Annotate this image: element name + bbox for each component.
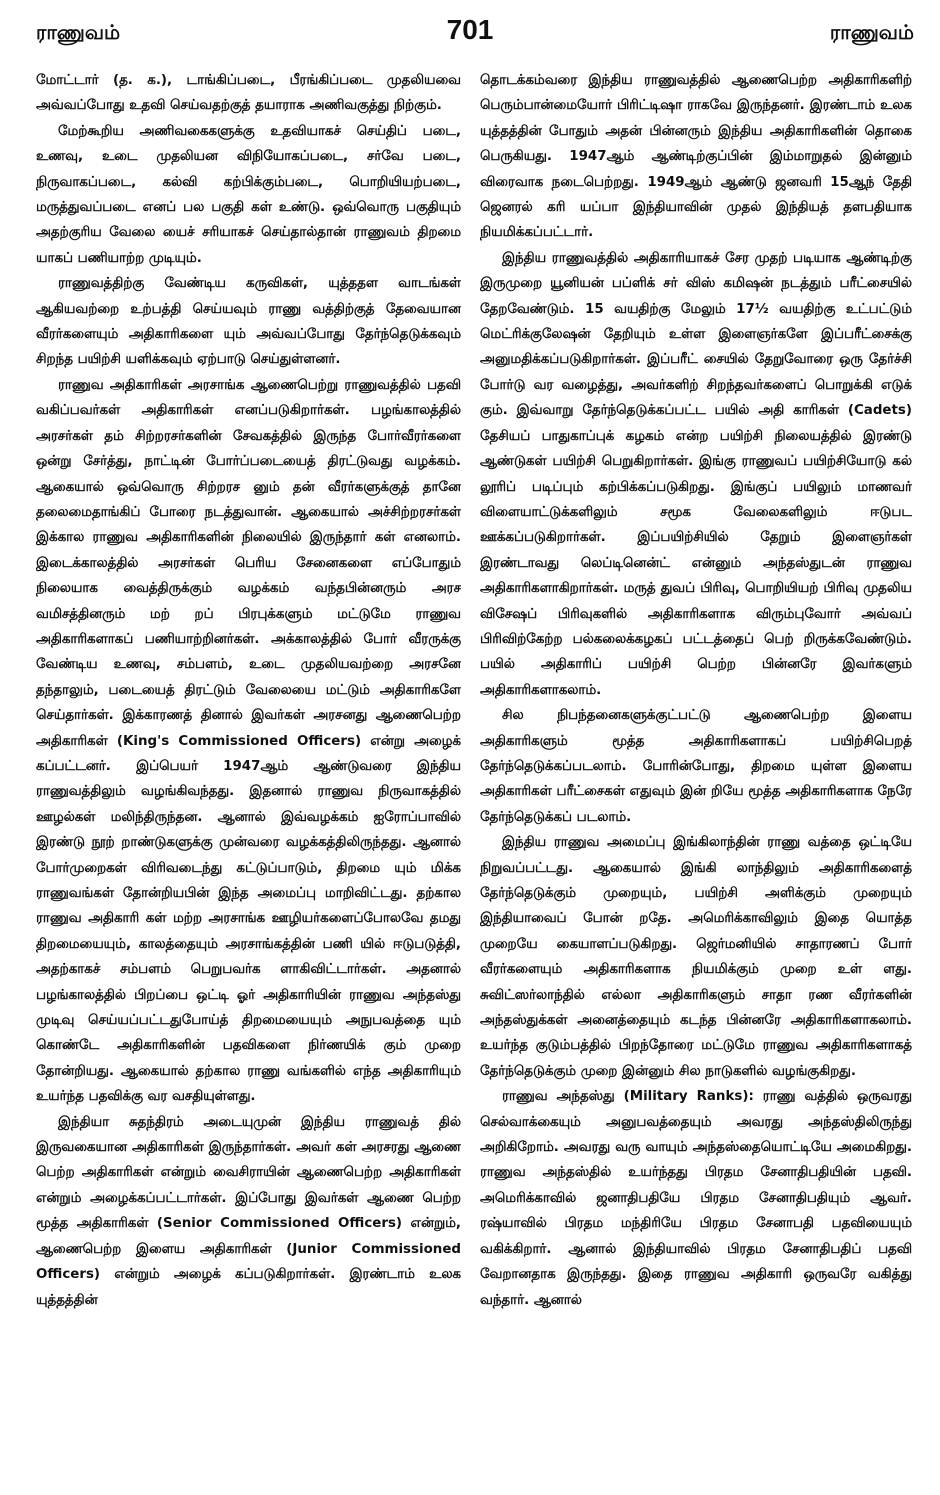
paragraph: ராணுவத்திற்கு வேண்டிய கருவிகள், யுத்ததள வாடங்கள் ஆகியவற்றை உற்பத்தி செய்யவும் ராணு வத்திற்குத் தேவையான வீரர்களையும் அதிகாரிகளை யும் அவ்வப்போது தேர்ந்தெடுக்கவும் சிறந்த பயிற்சி யளிக்கவும் ஏற்பாடு செய்துள்ளனர். (36, 276, 461, 368)
right-column (480, 68, 912, 1483)
paragraph: தொடக்கம்வரை இந்திய ராணுவத்தில் ஆணைபெற்ற அதிகாரிகளிற் பெரும்பான்மையோர் பிரிட்டிஷா ராகவே இருந்தனர். இரண்டாம் உலக யுத்தத்தின் போதும் அதன் பின்னரும் இந்திய அதிகாரிகளின் தொகை பெருகியது. 1947ஆம் ஆண்டிற்குப்பின் இம்மாறுதல் இன்னும் விரைவாக நடைபெற்றது. 1949ஆம் ஆண்டு ஜனவரி 15ஆந் தேதி ஜெனரல் கரி யப்பா இந்தியாவின் முதல் இந்தியத் தளபதியாக நியமிக்கப்பட்டார். (480, 73, 912, 241)
page-header (0, 0, 940, 62)
paragraph: ராணுவ அந்தஸ்து (Military Ranks): ராணு வத்தில் ஒருவரது செல்வாக்கையும் அனுபவத்தையும் அவரது அந்தஸ்திலிருந்து அறிகிறோம். அவரது வரு வாயும் அந்தஸ்தையொட்டியே அமைகிறது. ராணுவ அந்தஸ்தில் உயர்ந்தது பிரதம சேனாதிபதியின் பதவி. அமெரிக்காவில் ஜனாதிபதியே பிரதம சேனாதிபதியும் ஆவர். ரஷ்யாவில் பிரதம மந்திரியே பிரதம சேனாபதி பதவியையும் வகிக்கிறார். ஆனால் இந்தியாவில் பிரதம சேனாதிபதிப் பதவி வேறானதாக இருந்தது. இதை ராணுவ அதிகாரி ஒருவரே வகித்து வந்தார். ஆனால் (480, 1089, 912, 1308)
left-column (36, 68, 461, 1483)
paragraph: மேற்கூறிய அணிவகைகளுக்கு உதவியாகச் செய்திப் படை, உணவு, உடை முதலியன விநியோகப்படை, சர்வே படை, நிருவாகப்படை, கல்வி கற்பிக்கும்படை, பொறியியற்படை, மருத்துவப்படை எனப் பல பகுதி கள் உண்டு. ஒவ்வொரு பகுதியும் அதற்குரிய வேலை யைச் சரியாகச் செய்தால்தான் ராணுவம் திறமை யாகப் பணியாற்ற முடியும். (36, 123, 461, 266)
paragraph: மோட்டார் (த. க.), டாங்கிப்படை, பீரங்கிப்படை முதலியவை அவ்வப்போது உதவி செய்வதற்குத் தயாராக அணிவகுத்து நிற்கும். (36, 73, 461, 114)
paragraph: இந்திய ராணுவ அமைப்பு இங்கிலாந்தின் ராணு வத்தை ஒட்டியே நிறுவப்பட்டது. ஆகையால் இங்கி லாந்திலும் அதிகாரிகளைத் தேர்ந்தெடுக்கும் முறையும், பயிற்சி அளிக்கும் முறையும் இந்தியாவைப் போன் றதே. அமெரிக்காவிலும் இதை யொத்த முறையே கையாளப்படுகிறது. ஜெர்மனியில் சாதாரணப் போர் வீரர்களையும் அதிகாரிகளாக நியமிக்கும் முறை உள் ளது. சுவிட்ஸர்லாந்தில் எல்லா அதிகாரிகளும் சாதா ரண வீரர்களின் அந்தஸ்துக்கள் அனைத்தையும் கடந்த பின்னரே அதிகாரிகளாகலாம். உயர்ந்த குடும்பத்தில் பிறந்தோரை மட்டுமே ராணுவ அதிகாரிகளாகத் தேர்ந்தெடுக்கும் முறை இன்னும் சில நாடுகளில் வழங்குகிறது. (480, 835, 912, 1079)
paragraph: இந்தியா சுதந்திரம் அடையுமுன் இந்திய ராணுவத் தில் இருவகையான அதிகாரிகள் இருந்தார்கள். அவர் கள் அரசரது ஆணை பெற்ற அதிகாரிகள் என்றும் வைசிராயின் ஆணைபெற்ற அதிகாரிகள் என்றும் அழைக்கப்பட்டார்கள். இப்போது இவர்கள் ஆணை பெற்ற மூத்த அதிகாரிகள் (Senior Commissioned Officers) என்றும், ஆணைபெற்ற இளைய அதிகாரிகள் (Junior Commissioned Officers) என்றும் அழைக் கப்படுகிறார்கள். இரண்டாம் உலக யுத்தத்தின் (36, 1114, 461, 1308)
paragraph: சில நிபந்தனைகளுக்குட்பட்டு ஆணைபெற்ற இளைய அதிகாரிகளும் மூத்த அதிகாரிகளாகப் பயிற்சிபெறத் தேர்ந்தெடுக்கப்படலாம். போரின்போது, திறமை யுள்ள இளைய அதிகாரிகள் பரீட்சைகள் எதுவும் இன் றியே மூத்த அதிகாரிகளாக நேரே தேர்ந்தெடுக்கப் படலாம். (480, 708, 912, 825)
header-right-title: ராணுவம் (829, 20, 914, 44)
page-number: 701 (446, 14, 494, 45)
paragraph: இந்திய ராணுவத்தில் அதிகாரியாகச் சேர முதற் படியாக ஆண்டிற்கு இருமுறை யூனியன் பப்ளிக் சர் விஸ் கமிஷன் நடத்தும் பரீட்சையில் தேறவேண்டும். 15 வயதிற்கு மேலும் 17½ வயதிற்கு உட்பட்டும் மெட்ரிக்குலேஷன் தேறியும் உள்ள இளைஞர்களே இப்பரீட்சைக்கு அனுமதிக்கப்படுகிறார்கள். இப்பரீட் சையில் தேறுவோரை ஒரு தேர்ச்சி போர்டு வர வழைத்து, அவர்களிற் சிறந்தவர்களைப் பொறுக்கி எடுக் கும். இவ்வாறு தேர்ந்தெடுக்கப்பட்ட பயில் அதி காரிகள் (Cadets) தேசியப் பாதுகாப்புக் கழகம் என்ற பயிற்சி நிலையத்தில் இரண்டு ஆண்டுகள் பயிற்சி பெறுகிறார்கள். இங்கு ராணுவப் பயிற்சியோடு கல் லூரிப் படிப்பும் கற்பிக்கப்படுகிறது. இங்குப் பயிலும் மாணவர் விளையாட்டுக்களிலும் சமூக வேலைகளிலும் ஈடுபட ஊக்கப்படுகிறார்கள். இப்பயிற்சியில் தேறும் இளைஞர்கள் இரண்டாவது லெப்டினென்ட் என்னும் அந்தஸ்துடன் ராணுவ அதிகாரிகளாகிறார்கள். மருத் துவப் பிரிவு, பொறியியற் பிரிவு முதலிய விசேஷப் பிரிவுகளில் அதிகாரிகளாக விரும்புவோர் அவ்வப் பிரிவிற்கேற்ற பல்கலைக்கழகப் பட்டத்தைப் பெற் றிருக்கவேண்டும். பயில் அதிகாரிப் பயிற்சி பெற்ற பின்னரே இவர்களும் அதிகாரிகளாகலாம். (480, 250, 912, 698)
header-left-title: ராணுவம் (36, 20, 121, 44)
paragraph: ராணுவ அதிகாரிகள் அரசாங்க ஆணைபெற்று ராணுவத்தில் பதவி வகிப்பவர்கள் அதிகாரிகள் எனப்படுகிறார்கள். பழங்காலத்தில் அரசர்கள் தம் சிற்றரசர்களின் சேவகத்தில் இருந்த போர்வீரர்களை ஒன்று சேர்த்து, நாட்டின் போர்ப்படையைத் திரட்டுவது வழக்கம். ஆகையால் ஒவ்வொரு சிற்றரச னும் தன் வீரர்களுக்குத் தானே தலைமைதாங்கிப் போரை நடத்துவான். ஆகையால் அச்சிற்றரசர்கள் இக்கால ராணுவ அதிகாரிகளின் நிலையில் இருந்தார் கள் எனலாம். இடைக்காலத்தில் அரசர்கள் பெரிய சேனைகளை எப்போதும் நிலையாக வைத்திருக்கும் வழக்கம் வந்தபின்னரும் அரச வமிசத்தினரும் மற் றப் பிரபுக்களும் மட்டுமே ராணுவ அதிகாரிகளாகப் பணியாற்றினர்கள். அக்காலத்தில் போர் வீரருக்கு வேண்டிய உணவு, சம்பளம், உடை முதலியவற்றை அரசனே தந்தாலும், படையைத் திரட்டும் வேலையை மட்டும் அதிகாரிகளே செய்தார்கள். இக்காரணத் தினால் இவர்கள் அரசனது ஆணைபெற்ற அதிகாரிகள் (King's Commissioned Officers) என்று அழைக் கப்பட்டனர். இப்பெயர் 1947ஆம் ஆண்டுவரை இந்திய ராணுவத்திலும் வழங்கிவந்தது. இதனால் ராணுவ நிருவாகத்தில் ஊழல்கள் மலிந்திருந்தன. ஆனால் இவ்வழக்கம் ஐரோப்பாவில் இரண்டு நூற் றாண்டுகளுக்கு முன்வரை வழக்கத்திலிருந்தது. ஆனால் போர்முறைகள் விரிவடைந்து கட்டுப்பாடும், திறமை யும் மிக்க ராணுவங்கள் தோன்றியபின் இந்த அமைப்பு மாறிவிட்டது. தற்கால ராணுவ அதிகாரி கள் மற்ற அரசாங்க ஊழியர்களைப்போலவே தமது திறமையையும், காலத்தையும் அரசாங்கத்தின் பணி யில் ஈடுபடுத்தி, அதற்காகச் சம்பளம் பெறுபவர்க ளாகிவிட்டார்கள். அதனால் பழங்காலத்தில் பிறப்பை ஒட்டி ஓர் அதிகாரியின் ராணுவ அந்தஸ்து முடிவு செய்யப்பட்டதுபோய்த் திறமையையும் அநுபவத்தை யும் கொண்டே அதிகாரிகளின் பதவிகளை நிர்ணயிக் கும் முறை தோன்றியது. ஆகையால் தற்கால ராணு வங்களில் எந்த அதிகாரியும் உயர்ந்த பதவிக்கு வர வசதியுள்ளது. (36, 377, 461, 1105)
